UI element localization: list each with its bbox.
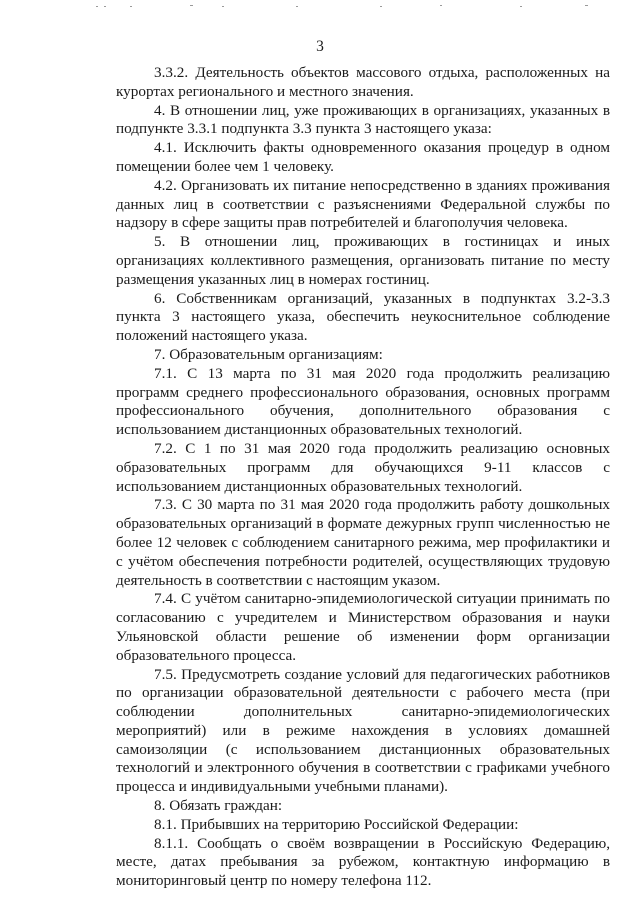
paragraph-4: 4. В отношении лиц, уже проживающих в организациях, указанных в подпункте 3.3.1 подпункта 3.3 пункта 3 настоящего указа: <box>116 101 610 138</box>
paragraph-7: 7. Образовательным организациям: <box>154 345 383 363</box>
paragraph-4-2: 4.2. Организовать их питание непосредственно в зданиях проживания данных лиц в соответствии с разъяснениями Федеральной службы по надзору в сфере защиты прав потребителей и благополучия человека. <box>116 176 610 232</box>
paragraph-3-3-2: 3.3.2. Деятельность объектов массового отдыха, расположенных на курортах регионального и местного значения. <box>116 64 610 100</box>
paragraph-7-1: 7.1. С 13 марта по 31 мая 2020 года продолжить реализацию программ среднего профессионального образования, основных программ профессионального обучения, дополнительного образования с использованием дистанционных образовательных технологий. <box>116 364 610 439</box>
paragraph-7-5: 7.5. Предусмотреть создание условий для педагогических работников по организации образовательной деятельности с рабочего места (при соблюдении дополнительных санитарно-эпидемиологических мероприятий) или в режиме нахождения в условиях домашней самоизоляции (с использованием дистанционных образовательных технологий и электронного обучения в соответствии с графиками учебного процесса и индивидуальными учебными планами). <box>116 665 610 796</box>
document-body <box>116 64 610 891</box>
paragraph-4-1: 4.1. Исключить факты одновременного оказания процедур в одном помещении более чем 1 человеку. <box>116 139 610 175</box>
paragraph-8-1: 8.1. Прибывших на территорию Российской Федерации: <box>154 815 519 833</box>
page-number: 3 <box>316 38 324 55</box>
paragraph-7-2: 7.2. С 1 по 31 мая 2020 года продолжить реализацию основных образовательных программ для обучающихся 9-11 классов с использованием дистанционных образовательных технологий. <box>116 439 610 495</box>
paragraph-8-1-1: 8.1.1. Сообщать о своём возвращении в Российскую Федерацию, месте, датах пребывания за рубежом, контактную информацию в мониторинговый центр по номеру телефона 112. <box>116 834 610 890</box>
paragraph-5: 5. В отношении лиц, проживающих в гостиницах и иных организациях коллективного размещения, организовать питание по месту размещения указанных лиц в номерах гостиниц. <box>116 233 610 288</box>
paragraph-7-4: 7.4. С учётом санитарно-эпидемиологической ситуации принимать по согласованию с учредителем и Министерством образования и науки Ульяновской области решение об изменении форм организации образовательного процесса. <box>116 590 610 664</box>
paragraph-8: 8. Обязать граждан: <box>154 797 283 815</box>
paragraph-7-3: 7.3. С 30 марта по 31 мая 2020 года продолжить работу дошкольных образовательных организаций в формате дежурных групп численностью не более 12 человек с соблюдением санитарного режима, мер профилактики и с учётом обеспечения потребности родителей, осуществляющих трудовую деятельность в соответствии с настоящим указом. <box>116 496 610 589</box>
scan-artifact-dots <box>0 0 640 14</box>
paragraph-6: 6. Собственникам организаций, указанных в подпунктах 3.2-3.3 пункта 3 настоящего указа, обеспечить неукоснительное соблюдение положений настоящего указа. <box>116 289 610 345</box>
